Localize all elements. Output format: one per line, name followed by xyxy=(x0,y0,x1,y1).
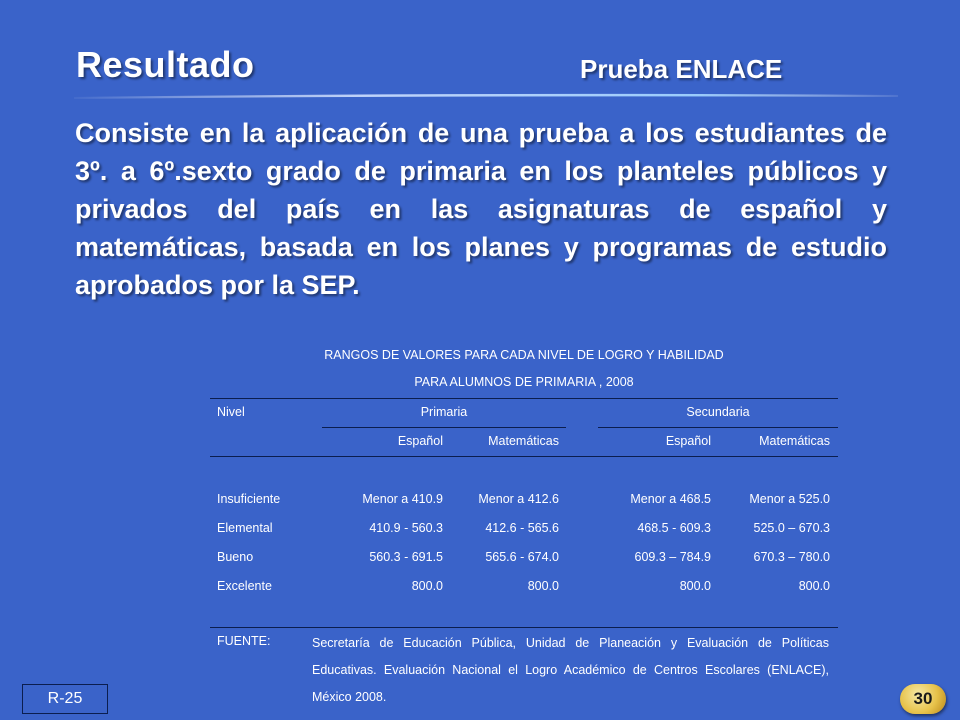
row-insuficiente-primaria-matematicas: Menor a 412.6 xyxy=(478,492,559,506)
header-secundaria-matematicas: Matemáticas xyxy=(759,434,830,448)
header-primaria: Primaria xyxy=(420,405,468,419)
row-insuficiente-label: Insuficiente xyxy=(217,492,281,506)
row-excelente-primaria-matematicas: 800.0 xyxy=(527,579,559,593)
source-label: FUENTE: xyxy=(217,634,271,648)
slide-title: Resultado xyxy=(76,44,255,85)
row-insuficiente-secundaria-matematicas: Menor a 525.0 xyxy=(749,492,830,506)
row-bueno-secundaria-matematicas: 670.3 – 780.0 xyxy=(753,550,830,564)
page-number-badge[interactable]: 30 xyxy=(900,684,946,714)
row-elemental-primaria-espanol: 410.9 - 560.3 xyxy=(369,521,443,535)
row-elemental-label: Elemental xyxy=(217,521,273,535)
table-subheader-rule-primaria xyxy=(322,427,566,428)
row-bueno-primaria-espanol: 560.3 - 691.5 xyxy=(369,550,443,564)
source-text: Secretaría de Educación Pública, Unidad de Planeación y Evaluación de Políticas Educativas. Evaluación Nacional el Logro Académico de Centros Escolares (ENLACE), México 2008. xyxy=(312,636,829,704)
row-bueno-label: Bueno xyxy=(217,550,254,564)
header-nivel: Nivel xyxy=(217,405,245,419)
row-insuficiente-primaria-espanol: Menor a 410.9 xyxy=(362,492,443,506)
row-bueno-secundaria-espanol: 609.3 – 784.9 xyxy=(634,550,711,564)
row-excelente-label: Excelente xyxy=(217,579,272,593)
table-bottom-rule xyxy=(210,627,838,628)
table-top-rule xyxy=(210,398,838,399)
header-primaria-espanol: Español xyxy=(397,434,443,448)
table-title-line2: PARA ALUMNOS DE PRIMARIA , 2008 xyxy=(414,375,634,389)
table-header-bottom-rule xyxy=(210,456,838,457)
row-insuficiente-secundaria-espanol: Menor a 468.5 xyxy=(630,492,711,506)
row-bueno-primaria-matematicas: 565.6 - 674.0 xyxy=(485,550,559,564)
table-title-line1: RANGOS DE VALORES PARA CADA NIVEL DE LOGRO Y HABILIDAD xyxy=(324,348,724,362)
row-excelente-secundaria-espanol: 800.0 xyxy=(679,579,711,593)
row-excelente-secundaria-matematicas: 800.0 xyxy=(798,579,830,593)
header-primaria-matematicas: Matemáticas xyxy=(488,434,559,448)
title-underline xyxy=(74,91,898,101)
slide-subtitle: Prueba ENLACE xyxy=(580,54,783,84)
slide-code-box: R-25 xyxy=(22,684,108,714)
row-elemental-secundaria-espanol: 468.5 - 609.3 xyxy=(637,521,711,535)
row-elemental-secundaria-matematicas: 525.0 – 670.3 xyxy=(753,521,830,535)
header-secundaria: Secundaria xyxy=(686,405,750,419)
header-secundaria-espanol: Español xyxy=(665,434,711,448)
row-elemental-primaria-matematicas: 412.6 - 565.6 xyxy=(485,521,559,535)
row-excelente-primaria-espanol: 800.0 xyxy=(411,579,443,593)
description-paragraph: Consiste en la aplicación de una prueba a los estudiantes de 3º. a 6º.sexto grado de primaria en los planteles públicos y privados del país en las asignaturas de español y matemáticas, basada en los planes y programas de estudio aprobados por la SEP. xyxy=(75,118,887,300)
table-subheader-rule-secundaria xyxy=(598,427,838,428)
